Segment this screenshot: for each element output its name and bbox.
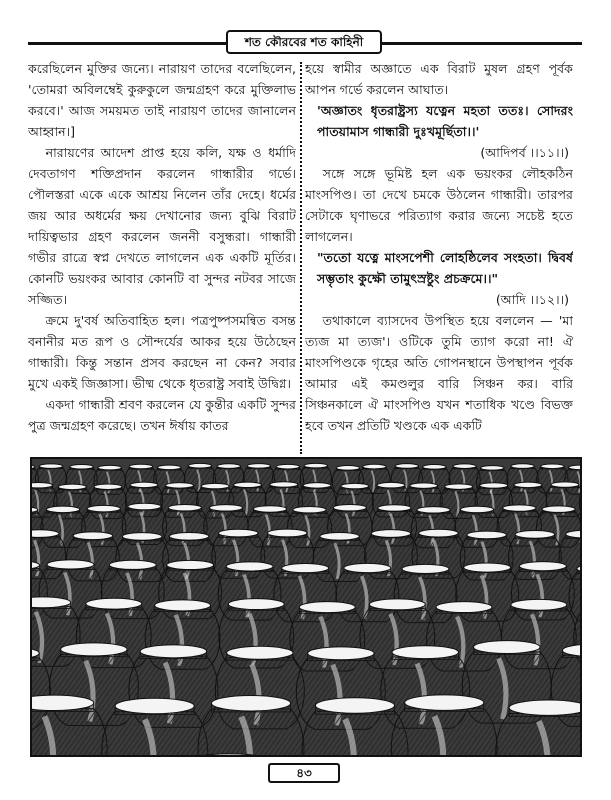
header-rule-right <box>382 42 582 45</box>
page-number-box <box>268 763 340 783</box>
right-paragraph: হয়ে স্বামীর অজ্ঞাতে এক বিরাট মুষল গ্রহণ পূর্বক আপন গর্ভে করলেন আঘাত। <box>305 61 573 97</box>
sanskrit-verse: 'অজ্ঞাতং ধৃতরাষ্ট্রস্য যত্নেন মহতা ততঃ। সোদরং পাতয়ামাস গান্ধারী দুঃখমূর্ছিতা।।' <box>317 103 573 139</box>
right-text-column <box>305 58 573 458</box>
running-header-title: শত কৌরবের শত কাহিনী <box>244 35 364 49</box>
clay-pots-drawing <box>32 459 580 755</box>
sanskrit-verse: "ততো যত্নে মাংসপেশী লোহষ্ঠিলেব সংহতা। দ্বিবর্ষ সম্ভৃতাং কুক্ষৌ তামুৎস্রষ্টুং প্রচক্রমে।।" <box>317 250 573 286</box>
left-paragraph: একদা গান্ধারী শ্রবণ করলেন যে কুন্তীর একটি সুন্দর পুত্র জন্মগ্রহণ করেছে। তখন ঈর্ষায় কাতর <box>28 397 296 433</box>
verse-reference: (আদিপর্ব ।।১১।।) <box>480 145 569 160</box>
left-paragraph: ক্রমে দু'বর্ষ অতিবাহিত হল। পত্রপুষ্পসমন্বিত বসন্ত বনানীর মত রূপ ও সৌন্দর্যের আকর হয়ে উঠেছেন গান্ধারী। কিন্তু সন্তান প্রসব করছেন না কেন? সবার মুখে একই জিজ্ঞাসা। ভীষ্ম থেকে ধৃতরাষ্ট্র সবাই উদ্বিগ্ন। <box>28 313 296 391</box>
header-rule-left <box>28 42 226 45</box>
left-paragraph: নারায়ণের আদেশ প্রাপ্ত হয়ে কলি, যক্ষ ও ধর্মাদি দেবতাগণ শক্তিপ্রদান করলেন গান্ধারীর গর্ভে। পৌলস্তরা একে একে আশ্রয় নিলেন তাঁর দেহে। ধর্মের জয় আর অধর্মের ক্ষয় দেখানোর জন্য বুঝি বিরাট দায়িত্বভার গ্রহণ করলেন জননী বসুন্ধরা। গান্ধারী গভীর রাত্রে স্বপ্ন দেখতে লাগলেন এক একটি মূর্তির। কোনটি ভয়ংকর আবার কোনটি বা সুন্দর নটবর সাজে সজ্জিত। <box>28 145 296 307</box>
clay-pot <box>198 696 304 755</box>
page-number: ৪৩ <box>296 766 312 780</box>
clay-pot <box>391 695 497 755</box>
running-header <box>226 30 382 54</box>
left-text-column <box>28 58 296 458</box>
pots-illustration <box>30 457 582 757</box>
column-divider <box>300 62 302 454</box>
right-paragraph: তথাকালে ব্যাসদেব উপস্থিত হয়ে বললেন — 'মা ত্যজ মা ত্যজ'। ওটিকে তুমি ত্যাগ করো না! ঐ মাংসপিণ্ডকে গৃহের অতি গোপনস্থানে উপস্থাপন পূর্বক আমার এই কমণ্ডলুর বারি সিঞ্চন কর। বারি সিঞ্চনকালে ঐ মাংসপিণ্ড যখন শতাধিক খণ্ডে বিভক্ত হবে তখন প্রতিটি খণ্ডকে এক একটি <box>305 313 573 433</box>
clay-pot <box>102 698 208 755</box>
verse-reference: (আদি ।।১২।।) <box>495 292 569 307</box>
right-paragraph: সঙ্গে সঙ্গে ভূমিষ্ট হল এক ভয়ংকর লৌহকঠিন মাংসপিণ্ড। তা দেখে চমকে উঠলেন গান্ধারী। তারপর সেটাকে ঘৃণাভরে পরিত্যাগ করার জন্যে সচেষ্ট হতে লাগলেন। <box>305 166 573 244</box>
left-paragraph: করেছিলেন মুক্তির জন্যে। নারায়ণ তাদের বলেছিলেন, 'তোমরা অবিলম্বেই কুরুকুলে জন্মগ্রহণ করে মুক্তিলাভ করবে।' আজ সময়মত তাই নারায়ণ তাদের জানালেন আহ্বান।] <box>28 61 296 139</box>
